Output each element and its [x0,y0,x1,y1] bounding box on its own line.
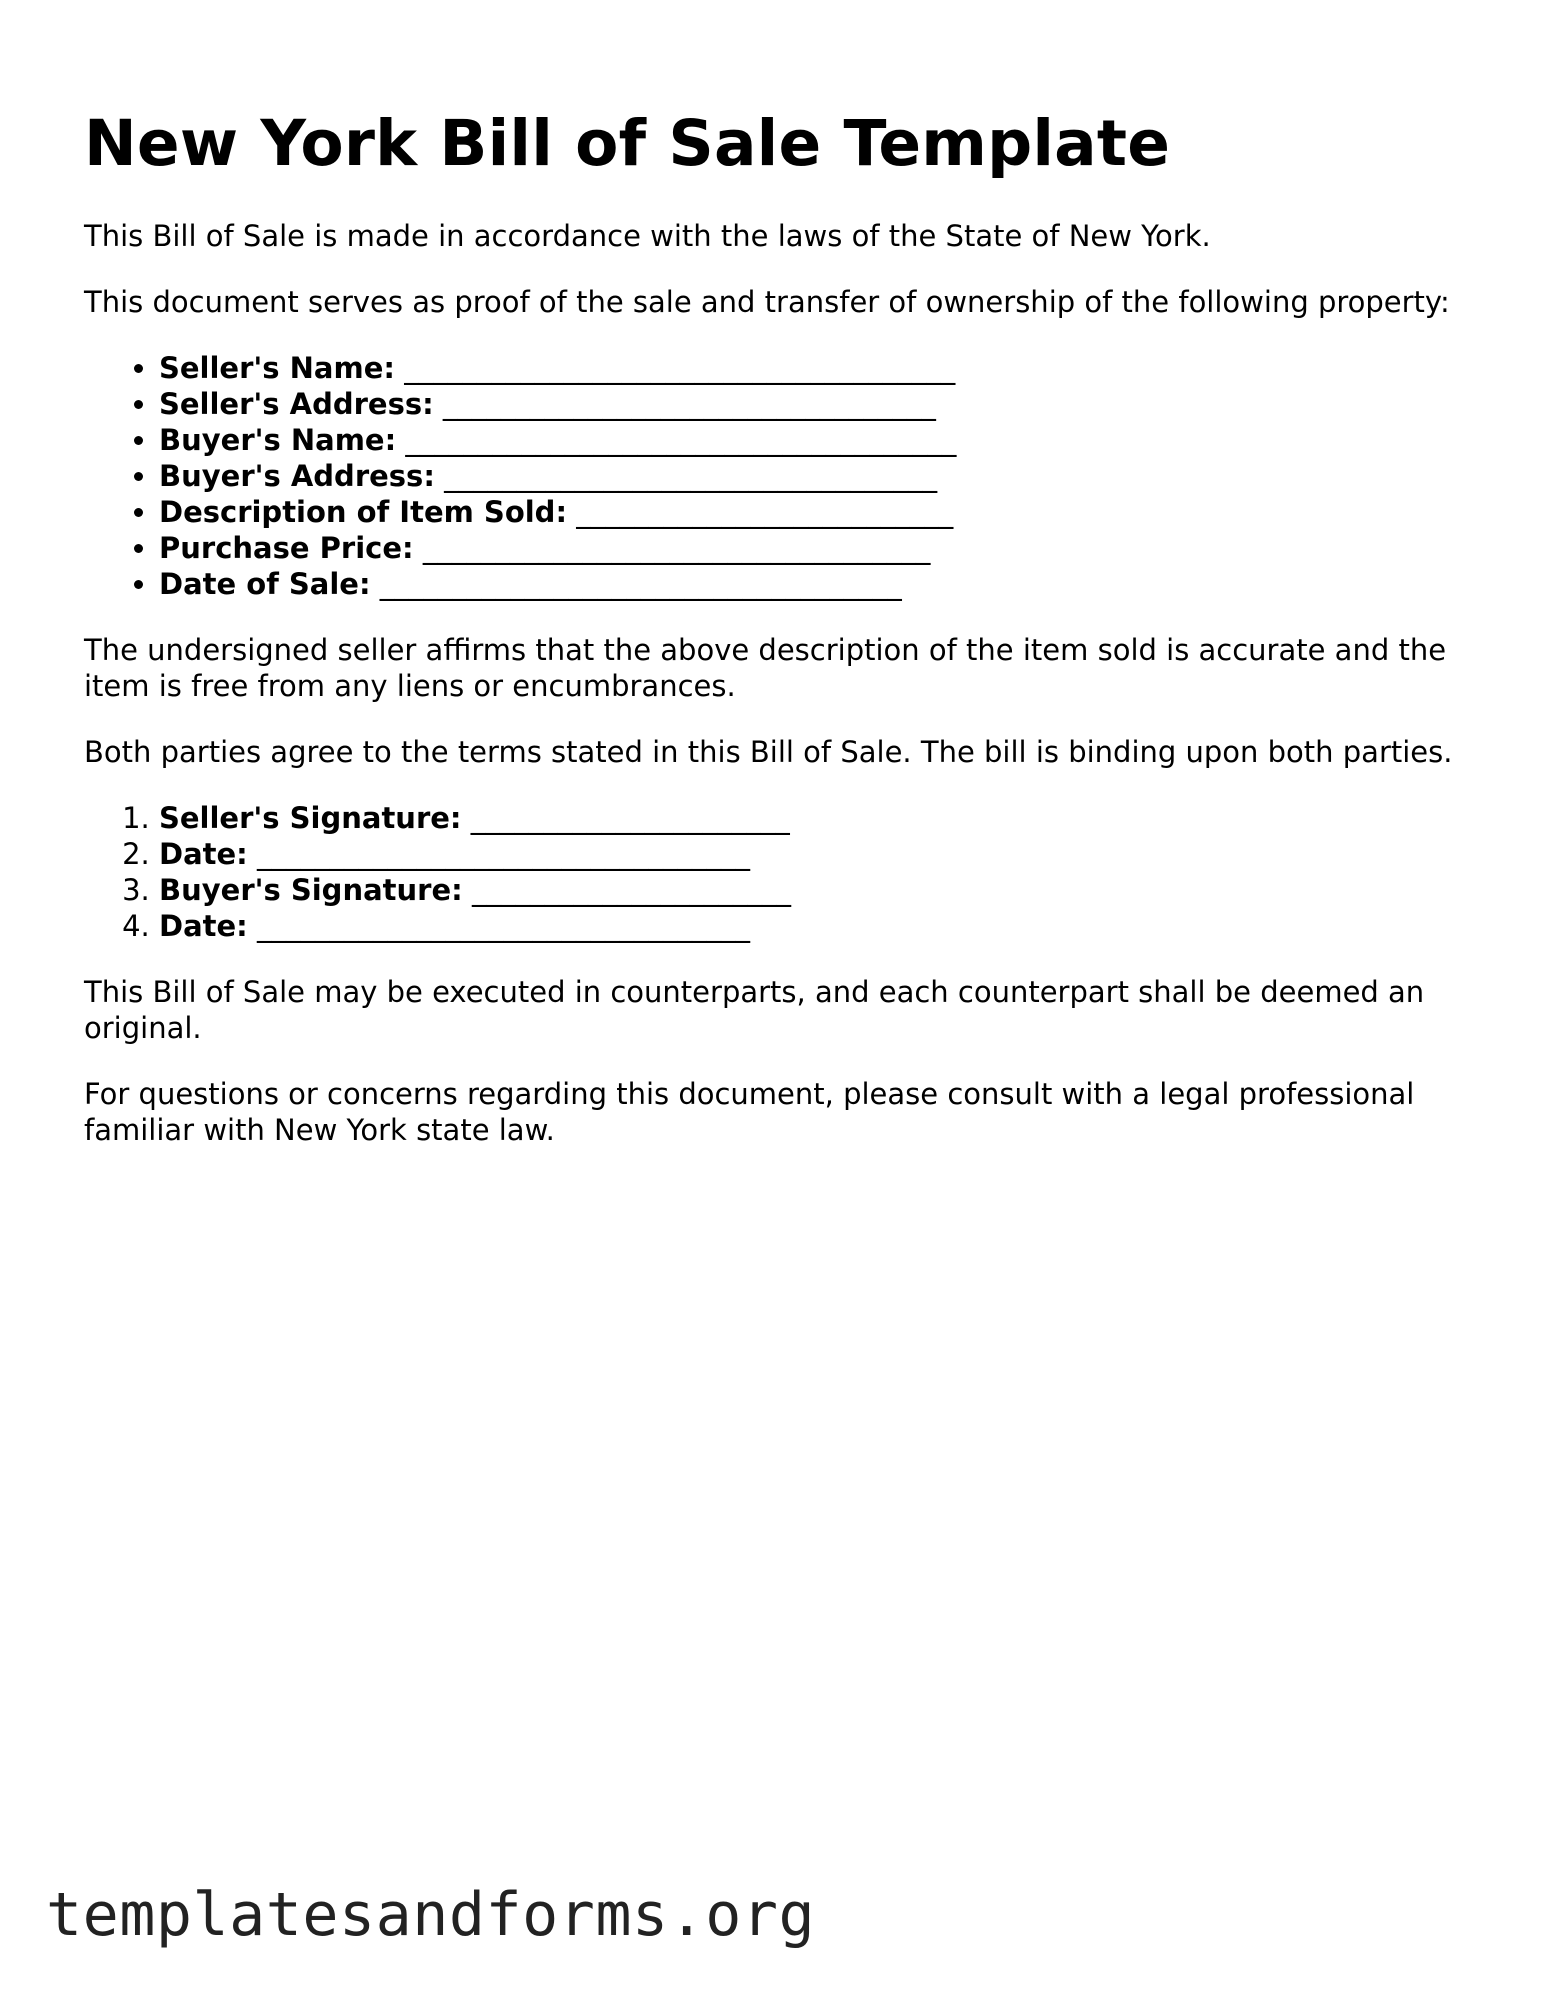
field-label-seller-name: Seller's Name: [159,351,395,385]
list-item [159,386,1464,422]
buyer-address-blank: __________________________________ [444,459,938,493]
sig-label-buyer: Buyer's Signature: [159,873,463,907]
purpose-paragraph: This document serves as proof of the sale and transfer of ownership of the following property: [84,285,1450,319]
list-item [159,800,1464,836]
site-watermark: templatesandforms.org [46,1880,816,1950]
seller-name-blank: ______________________________________ [404,351,956,385]
list-item [159,566,1464,602]
date-of-sale-blank: ____________________________________ [379,567,902,601]
list-item [159,422,1464,458]
legal-note-paragraph: For questions or concerns regarding this document, please consult with a legal professional familiar with New York state law. [84,1077,1415,1147]
item-description-blank: __________________________ [576,495,954,529]
seller-address-blank: __________________________________ [442,387,936,421]
list-item [159,836,1464,872]
sig-label-buyer-date: Date: [159,909,248,943]
signature-list [84,800,1464,944]
list-item [159,494,1464,530]
intro-paragraph: This Bill of Sale is made in accordance with the laws of the State of New York. [84,219,1211,253]
field-label-item-description: Description of Item Sold: [159,495,568,529]
list-item [159,530,1464,566]
page-title: New York Bill of Sale Template [84,107,1171,180]
seller-date-blank: __________________________________ [257,837,750,871]
sig-label-seller-date: Date: [159,837,248,871]
sig-label-seller: Seller's Signature: [159,801,462,835]
buyer-name-blank: ______________________________________ [405,423,957,457]
property-fields-list [84,350,1464,602]
seller-signature-blank: ______________________ [470,801,790,835]
list-item [159,872,1464,908]
affirmation-paragraph: The undersigned seller affirms that the above description of the item sold is accurate and the item is free from any liens or encumbrances. [84,633,1447,703]
purchase-price-blank: ___________________________________ [422,531,931,565]
field-label-date-of-sale: Date of Sale: [159,567,371,601]
buyer-date-blank: __________________________________ [257,909,750,943]
agreement-paragraph: Both parties agree to the terms stated in this Bill of Sale. The bill is binding upon both parties. [84,735,1453,769]
field-label-seller-address: Seller's Address: [159,387,434,421]
field-label-purchase-price: Purchase Price: [159,531,414,565]
list-item [159,350,1464,386]
buyer-signature-blank: ______________________ [471,873,791,907]
field-label-buyer-address: Buyer's Address: [159,459,435,493]
field-label-buyer-name: Buyer's Name: [159,423,397,457]
document-page [84,0,1464,1148]
counterparts-paragraph: This Bill of Sale may be executed in counterparts, and each counterpart shall be deemed an original. [84,975,1425,1045]
list-item [159,458,1464,494]
list-item [159,908,1464,944]
